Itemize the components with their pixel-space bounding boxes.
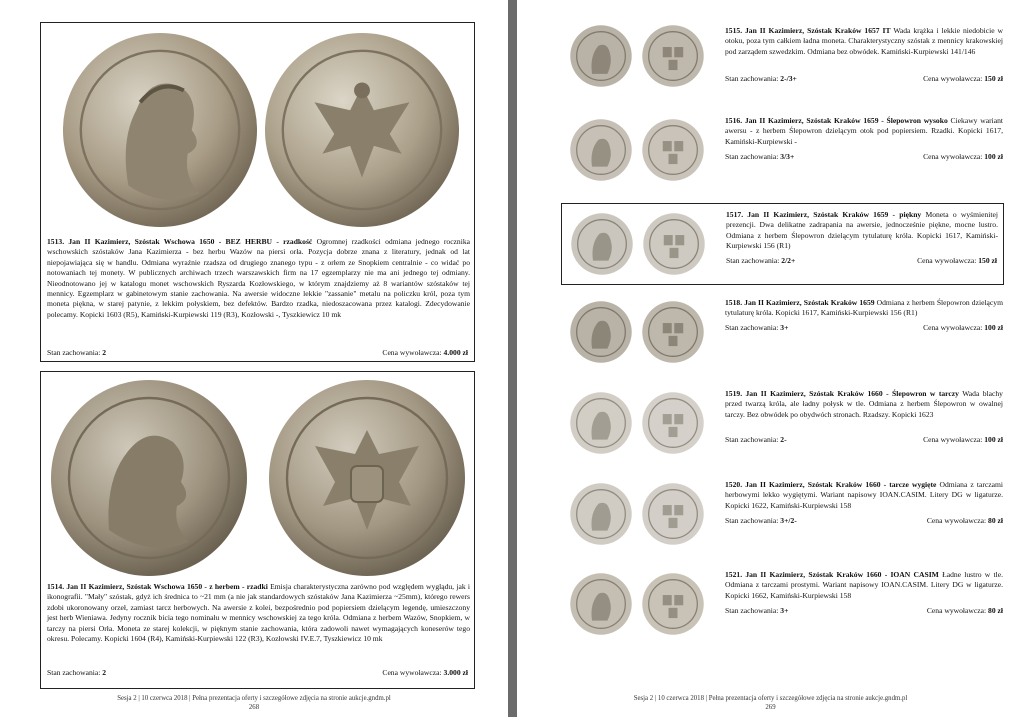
- coin-reverse-thumb: [641, 482, 705, 546]
- price-label: Cena wywoławcza:: [382, 348, 442, 357]
- coin-obverse-thumb: [569, 572, 633, 636]
- coin-obverse-thumb: [569, 300, 633, 364]
- catalog-page-right: [517, 0, 1024, 717]
- lot-description: [725, 116, 1003, 147]
- page-footer: [517, 694, 1024, 712]
- coin-reverse-thumb: [641, 24, 705, 88]
- lot-description: [726, 210, 998, 252]
- price-label: Cena wywoławcza:: [917, 256, 977, 265]
- lot-body: Ciekawy wariant awersu - z herbem Ślepowron dzielącym otok pod popiersiem. Rzadki. Kopicki 1617, Kamiński-Kurpiewski -: [725, 116, 1003, 146]
- price-value: 4.000 zł: [443, 348, 468, 357]
- lot-description: [725, 389, 1003, 420]
- coin-obverse-thumb: [569, 118, 633, 182]
- price-label: Cena wywoławcza:: [923, 152, 983, 161]
- condition-label: Stan zachowania:: [725, 606, 779, 615]
- price-row: [923, 323, 1003, 333]
- price-value: 3.000 zł: [443, 668, 468, 677]
- coin-reverse-thumb: [641, 572, 705, 636]
- coin-eagle-shield-icon: [267, 378, 467, 578]
- page-footer: [0, 694, 508, 712]
- coin-shields-icon: [641, 118, 705, 182]
- lot-title: 1519. Jan II Kazimierz, Szóstak Kraków 1660 - Ślepowron w tarczy: [725, 389, 959, 398]
- coin-obverse-image: [61, 31, 259, 229]
- coin-portrait-icon: [569, 572, 633, 636]
- lot-body: Wada krążka i lekkie niedobicie w otoku, poza tym całkiem ładna moneta. Charakterystyczny szóstak z mennicy krakowskiej pod zarządem szwedzkim. Odmiana bez obwódek. Kamiński-Kurpiewski 141/146: [725, 26, 1003, 56]
- condition-row: [725, 74, 797, 84]
- lot-card-1514[interactable]: [40, 371, 475, 689]
- condition-row: [726, 256, 795, 266]
- lot-body: Moneta o wyśmienitej prezencji. Dwa delikatne zadrapania na awersie, jednocześnie piękne, mocne lustro. Odmiana z herbem Ślepowron dzielącym tytulaturę króla. Kopicki 1617, Kamiński-Kurpiewski 156 (R1): [726, 210, 998, 251]
- lot-row-1515[interactable]: [517, 20, 1024, 102]
- lot-body: Odmiana z tarczami herbowymi lekko wygiętymi. Wariant napisowy IOAN.CASIM. Litery DG w ligaturze. Kopicki 1622, Kamiński-Kurpiewski 158: [725, 480, 1003, 510]
- catalog-page-left: [0, 0, 508, 717]
- price-label: Cena wywoławcza:: [923, 74, 983, 83]
- lot-title: 1517. Jan II Kazimierz, Szóstak Kraków 1659 - piękny: [726, 210, 922, 219]
- coin-portrait-icon: [569, 24, 633, 88]
- condition-row: [725, 323, 788, 333]
- price-row: [382, 348, 468, 358]
- condition-row: [47, 668, 106, 678]
- coin-reverse-thumb: [641, 300, 705, 364]
- condition-row: [725, 435, 787, 445]
- coin-reverse-image: [263, 31, 461, 229]
- condition-label: Stan zachowania:: [725, 74, 779, 83]
- lot-row-1518[interactable]: [517, 294, 1024, 374]
- lot-body: Ładne lustro w tle. Odmiana z tarczami prostymi. Wariant napisowy IOAN.CASIM. Litery DG w ligaturze. Kopicki 1662, Kamiński-Kurpiewski 158: [725, 570, 1003, 600]
- condition-label: Stan zachowania:: [47, 348, 101, 357]
- price-value: 100 zł: [984, 152, 1003, 161]
- coin-portrait-icon: [569, 482, 633, 546]
- condition-label: Stan zachowania:: [725, 323, 779, 332]
- lot-title: 1518. Jan II Kazimierz, Szóstak Kraków 1659: [725, 298, 875, 307]
- condition-value: 2: [102, 348, 107, 357]
- price-value: 100 zł: [984, 435, 1003, 444]
- lot-description: [725, 298, 1003, 319]
- coin-shields-icon: [642, 212, 706, 276]
- coin-portrait-icon: [61, 31, 259, 229]
- coin-portrait-icon: [49, 378, 249, 578]
- coin-reverse-thumb: [641, 391, 705, 455]
- lot-row-1521[interactable]: [517, 566, 1024, 648]
- condition-value: 3/3+: [780, 152, 795, 161]
- coin-shields-icon: [641, 572, 705, 636]
- price-row: [382, 668, 468, 678]
- lot-title: 1516. Jan II Kazimierz, Szóstak Kraków 1659 - Ślepowron wysoko: [725, 116, 948, 125]
- condition-value: 2/2+: [781, 256, 796, 265]
- price-row: [923, 74, 1003, 84]
- price-label: Cena wywoławcza:: [382, 668, 442, 677]
- lot-description: [725, 480, 1003, 511]
- coin-portrait-icon: [569, 391, 633, 455]
- page-number: 268: [248, 704, 260, 711]
- price-label: Cena wywoławcza:: [923, 323, 983, 332]
- lot-row-1519[interactable]: [517, 385, 1024, 467]
- coin-reverse-thumb: [641, 118, 705, 182]
- price-row: [917, 256, 997, 266]
- condition-row: [725, 152, 794, 162]
- price-row: [923, 435, 1003, 445]
- price-value: 150 zł: [984, 74, 1003, 83]
- price-label: Cena wywoławcza:: [926, 516, 987, 525]
- lot-row-1517[interactable]: [561, 203, 1004, 285]
- price-value: 80 zł: [988, 606, 1003, 615]
- lot-description: [725, 570, 1003, 601]
- lot-body: Ogromnej rzadkości odmiana jednego rocznika wschowskich szóstaków Jana Kazimierza - bez herbu Wazów na piersi orła. Pozycja dobrze znana z literatury, jednak od lat niepojawiająca się w handlu. Odmiana wyraźnie rzadsza od drugiego znanego typu - z orłem ze Snopkiem centralnie - co widać po notowaniach tej monety. W publicznych archiwach trzech warszawskich firm na 17 egzemplarzy nie ma ani jednego tej odmiany. Nieodnotowano jej w katalogu monet wschowskich Ryszarda Kozłowskiego, w którym znajdziemy aż 8 wariantów szóstaków tej mennicy. Egzemplarz w gabinetowym stanie zachowania. Na awersie widoczne lekkie "zassanie" metalu na policzku król, poza tym moneta piękna, w starej patynie, z lekkim połyskiem, bez defektów. Bardzo rzadka, niedoszacowana przez katalogi. Zdecydowanie polecamy. Kopicki 1603 (R5), Kamiński-Kurpiewski 119 (R3), Kozłowski -, Tyszkiewicz 10 mk: [47, 237, 471, 319]
- lot-body: Wada blachy przed twarzą króla, ale ładny połysk w tle. Odmiana z herbem Ślepowron w owalnej tarczy. Bez obwódek po obydwóch stronach. Rzadszy. Kopicki 1623: [725, 389, 1003, 419]
- condition-label: Stan zachowania:: [725, 435, 779, 444]
- coin-obverse-thumb: [569, 24, 633, 88]
- coin-portrait-icon: [569, 118, 633, 182]
- coin-reverse-image: [267, 378, 467, 578]
- footer-line: Sesja 2 | 10 czerwca 2018 | Pełna prezentacja oferty i szczegółowe zdjęcia na stronie aukcje.gndm.pl: [633, 695, 908, 702]
- condition-label: Stan zachowania:: [726, 256, 780, 265]
- condition-row: [725, 516, 797, 526]
- condition-label: Stan zachowania:: [47, 668, 101, 677]
- coin-obverse-thumb: [570, 212, 634, 276]
- lot-title: 1521. Jan II Kazimierz, Szóstak Kraków 1660 - IOAN CASIM: [725, 570, 939, 579]
- lot-title: 1513. Jan II Kazimierz, Szóstak Wschowa 1650 - BEZ HERBU - rzadkość: [47, 237, 313, 246]
- price-row: [927, 606, 1003, 616]
- lot-body: Odmiana z herbem Ślepowron dzielącym tytulaturę króla. Kopicki 1617, Kamiński-Kurpiewski 156 (R1): [725, 298, 1003, 318]
- coin-shields-icon: [641, 482, 705, 546]
- lot-body: Emisja charakterystyczna zarówno pod względem wyglądu, jak i ikonografii. "Mały" szóstak, gdyż ich średnica to ~21 mm (a nie jak standardowych szóstaków Jana Kazimierza ~25mm), którego rewers zdobi ukoronowany orzeł, zamiast tarcz herbowych. Na awersie z kolei, bezpośrednio pod popiersiem dzielącym legendę, umieszczony jest herb Wieniawa. Jedyny rocznik bicia tego nominału w mennicy wschowskiej za tego króla. Odmiana z herbem Wazów, Snopkiem, w tarczy na piersi Orła. Moneta ze starej kolekcji, w pięknym stanie zachowania, która zadowoli nawet wymagających koneserów tego okresu. Polecamy. Kopicki 1604 (R4), Kamiński-Kurpiewski 122 (R3), Kozłowski IV.E.7, Tyszkiewicz 10 mk: [47, 582, 470, 644]
- lot-title: 1520. Jan II Kazimierz, Szóstak Kraków 1660 - tarcze wygięte: [725, 480, 937, 489]
- coin-eagle-icon: [263, 31, 461, 229]
- footer-line: Sesja 2 | 10 czerwca 2018 | Pełna prezentacja oferty i szczegółowe zdjęcia na stronie aukcje.gndm.pl: [117, 695, 391, 702]
- price-row: [923, 152, 1003, 162]
- lot-description: [725, 26, 1003, 57]
- condition-label: Stan zachowania:: [725, 516, 779, 525]
- coin-shields-icon: [641, 300, 705, 364]
- lot-title: 1515. Jan II Kazimierz, Szóstak Kraków 1657 IT: [725, 26, 891, 35]
- condition-value: 2-/3+: [780, 74, 797, 83]
- condition-row: [47, 348, 106, 358]
- lot-card-1513[interactable]: [40, 22, 475, 362]
- coin-obverse-thumb: [569, 391, 633, 455]
- lot-title: 1514. Jan II Kazimierz, Szóstak Wschowa 1650 - z herbem - rzadki: [47, 582, 268, 591]
- price-row: [927, 516, 1003, 526]
- condition-value: 2-: [780, 435, 787, 444]
- coin-reverse-thumb: [642, 212, 706, 276]
- coin-obverse-thumb: [569, 482, 633, 546]
- coin-portrait-icon: [570, 212, 634, 276]
- page-number: 269: [765, 704, 776, 711]
- condition-value: 2: [102, 668, 107, 677]
- condition-row: [725, 606, 788, 616]
- lot-row-1516[interactable]: [517, 112, 1024, 192]
- price-label: Cena wywoławcza:: [926, 606, 987, 615]
- coin-shields-icon: [641, 24, 705, 88]
- lot-description: [47, 237, 470, 347]
- condition-value: 3+/2-: [780, 516, 797, 525]
- coin-obverse-image: [49, 378, 249, 578]
- lot-description: [47, 582, 470, 666]
- condition-value: 3+: [780, 606, 789, 615]
- coin-portrait-icon: [569, 300, 633, 364]
- price-value: 80 zł: [988, 516, 1003, 525]
- condition-label: Stan zachowania:: [725, 152, 779, 161]
- price-value: 100 zł: [984, 323, 1003, 332]
- condition-value: 3+: [780, 323, 789, 332]
- price-label: Cena wywoławcza:: [923, 435, 983, 444]
- coin-shields-icon: [641, 391, 705, 455]
- price-value: 150 zł: [978, 256, 997, 265]
- lot-row-1520[interactable]: [517, 476, 1024, 558]
